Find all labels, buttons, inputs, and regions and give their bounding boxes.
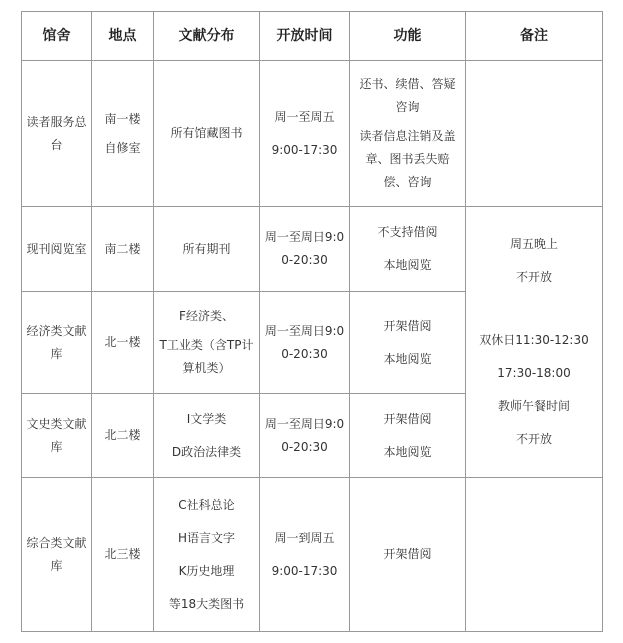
functions-cell [350, 292, 466, 394]
collection-cell: 所有期刊 [154, 207, 260, 292]
location-cell: 北一楼 [92, 292, 154, 394]
functions-cell [350, 394, 466, 478]
header-hours: 开放时间 [260, 12, 350, 61]
function-line: 还书、续借、答疑咨询 [359, 77, 456, 114]
hours-line: 9:00-17:30 [271, 142, 338, 157]
collection-cell [154, 394, 260, 478]
hours-line: 周一至周五 [274, 109, 335, 124]
functions-cell: 开架借阅 [350, 478, 466, 632]
location-cell: 南二楼 [92, 207, 154, 292]
location-cell [92, 61, 154, 207]
location-line: 南一楼 [104, 111, 141, 126]
function-line: 开架借阅 [383, 318, 432, 333]
header-notes: 备注 [466, 12, 603, 61]
hall-cell: 读者服务总台 [22, 61, 92, 207]
notes-cell-empty [466, 478, 603, 632]
note-line: 教师午餐时间 [497, 399, 570, 413]
function-line: 本地阅览 [383, 444, 432, 459]
notes-cell-empty [466, 61, 603, 207]
hours-cell [260, 61, 350, 207]
hall-cell: 综合类文献库 [22, 478, 92, 632]
note-line: 不开放 [515, 432, 552, 446]
header-hall: 馆舍 [22, 12, 92, 61]
location-cell: 北三楼 [92, 478, 154, 632]
collection-line: F经济类、 [179, 309, 234, 323]
location-cell: 北二楼 [92, 394, 154, 478]
hours-line: 9:00-17:30 [271, 563, 338, 578]
function-line: 本地阅览 [383, 351, 432, 366]
note-line: 17:30-18:00 [497, 366, 571, 380]
collection-cell: 所有馆藏图书 [154, 61, 260, 207]
function-line: 本地阅览 [383, 258, 432, 272]
hall-cell: 现刊阅览室 [22, 207, 92, 292]
collection-line: T工业类（含TP计算机类） [159, 338, 254, 375]
header-row [22, 12, 603, 61]
hall-cell: 文史类文献库 [22, 394, 92, 478]
note-line: 不开放 [515, 270, 552, 284]
functions-cell [350, 207, 466, 292]
hours-line: 周一到周五 [274, 530, 335, 545]
collection-line: 等18大类图书 [168, 596, 245, 611]
hours-cell: 周一至周日9:00-20:30 [260, 207, 350, 292]
functions-cell [350, 61, 466, 207]
hours-cell [260, 478, 350, 632]
function-line: 不支持借阅 [377, 225, 438, 239]
notes-cell [466, 207, 603, 478]
collection-line: D政治法律类 [171, 444, 242, 459]
library-schedule-table [21, 11, 603, 632]
collection-line: I文学类 [186, 411, 227, 426]
note-line: 双休日11:30-12:30 [479, 333, 589, 347]
note-line: 周五晚上 [509, 237, 558, 251]
hours-cell: 周一至周日9:00-20:30 [260, 394, 350, 478]
table-row [22, 61, 603, 207]
collection-line: K历史地理 [178, 563, 235, 578]
function-line: 读者信息注销及盖章、图书丢失赔偿、咨询 [359, 129, 456, 189]
table-row [22, 478, 603, 632]
hall-cell: 经济类文献库 [22, 292, 92, 394]
collection-cell [154, 292, 260, 394]
header-location: 地点 [92, 12, 154, 61]
collection-line: H语言文字 [177, 530, 236, 545]
collection-line: C社科总论 [178, 497, 235, 512]
header-collection: 文献分布 [154, 12, 260, 61]
collection-cell [154, 478, 260, 632]
hours-cell: 周一至周日9:00-20:30 [260, 292, 350, 394]
location-line: 自修室 [104, 140, 141, 155]
table-row [22, 207, 603, 292]
header-functions: 功能 [350, 12, 466, 61]
function-line: 开架借阅 [383, 411, 432, 426]
